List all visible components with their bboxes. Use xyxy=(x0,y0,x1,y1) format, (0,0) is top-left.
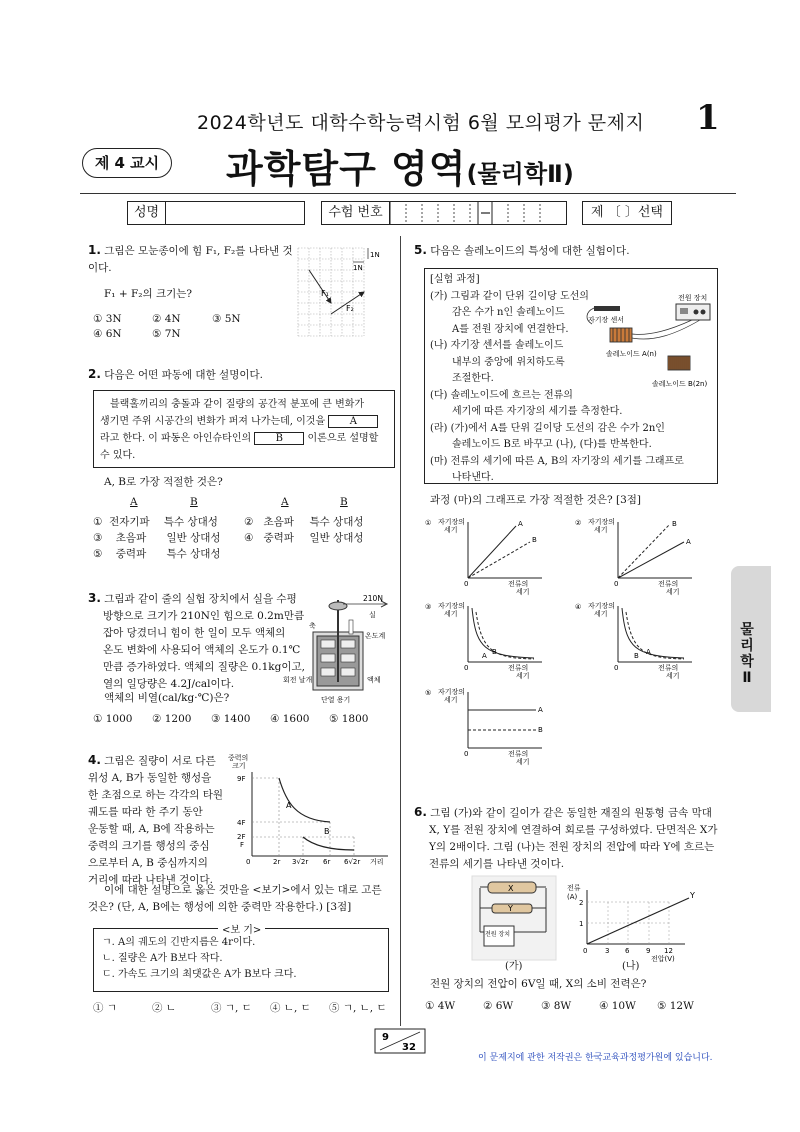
q5-line-a xyxy=(468,526,516,578)
q1-choice-1[interactable]: ① 3N xyxy=(93,313,122,325)
q4-line-5: 운동할 때, A, B에 작용하는 xyxy=(88,823,215,835)
q5-label-a: A xyxy=(538,706,543,714)
q5-axis-y-1: 자기장의 xyxy=(438,688,466,696)
q6-number: 6. xyxy=(414,805,427,819)
q4-curve-a: A xyxy=(286,801,292,810)
q5-axis-origin: 0 xyxy=(464,580,469,588)
period-label: 제 4 교시 xyxy=(94,154,160,172)
q5-option-mark: ① xyxy=(425,519,432,527)
q6-x-6: 6 xyxy=(625,947,630,955)
q3-choice-5[interactable]: ⑤ 1800 xyxy=(329,713,369,725)
q5-axis-x-1: 전류의 xyxy=(508,580,529,588)
q5-axis-x-1: 전류의 xyxy=(658,580,679,588)
q5-step-na-3: 조절한다. xyxy=(452,373,494,384)
q5-step-ma-1: (마) 전류의 세기에 따른 A, B의 자기장의 세기를 그래프로 xyxy=(430,455,684,467)
q3-fig-axis: 축 xyxy=(309,622,316,630)
q5-axis-x-1: 전류의 xyxy=(508,750,529,758)
q6-y-1: 1 xyxy=(579,920,584,928)
q4-para-2: 것은? (단, A, B에는 행성에 의한 중력만 작용한다.) [3점] xyxy=(88,901,352,913)
q1-number: 1. xyxy=(88,243,101,257)
q6-figure-ga xyxy=(470,874,560,970)
q5-axis-y-1: 자기장의 xyxy=(438,602,466,610)
q2-blank-a: A xyxy=(328,415,378,428)
elective-box[interactable] xyxy=(582,201,672,225)
q1-choice-5[interactable]: ⑤ 7N xyxy=(152,328,181,340)
q3-fig-container: 단열 용기 xyxy=(321,696,351,704)
q6-label-y: Y xyxy=(508,904,513,913)
q6-line-2: X, Y를 전원 장치에 연결하여 회로를 구성하였다. 단면적은 X가 xyxy=(429,824,718,836)
q5-step-ma-2: 나타낸다. xyxy=(452,472,494,483)
q6-y-unit: (A) xyxy=(567,893,578,901)
q5-step-ra-2: 솔레노이드 B로 바꾸고 (나), (다)를 반복한다. xyxy=(452,439,652,450)
q1-grid-label-vertical: 1N xyxy=(370,251,380,259)
q5-step-ga-2: 감은 수가 n인 솔레노이드 xyxy=(452,307,565,318)
q6-x-3: 3 xyxy=(605,947,610,955)
q3-line-6: 열의 일당량은 4.2J/cal이다. xyxy=(103,678,235,690)
q2-line-4: 수 있다. xyxy=(100,450,136,461)
q4-x-6r2: 6√2r xyxy=(344,858,361,866)
q3-number: 3. xyxy=(88,591,101,605)
q6-y-2: 2 xyxy=(579,899,584,907)
q3-fig-thermometer: 온도계 xyxy=(365,632,386,640)
q2-blank-b: B xyxy=(254,432,304,445)
q5-step-ga-1: (가) 그림과 같이 단위 길이당 도선의 xyxy=(430,290,589,302)
q5-line-b xyxy=(468,542,530,578)
q5-number: 5. xyxy=(414,243,427,257)
q6-line-3: Y의 2배이다. 그림 (나)는 전원 장치의 전압에 따라 Y에 흐르는 xyxy=(429,841,715,853)
q5-axis-origin: 0 xyxy=(464,664,469,672)
question-5 xyxy=(414,242,630,260)
q5-axis-y-1: 자기장의 xyxy=(438,518,466,526)
q6-curve-y: Y xyxy=(690,891,695,900)
q5-label-b: B xyxy=(538,726,543,734)
q5-axis-x-2: 세기 xyxy=(516,672,530,680)
q6-x-12: 12 xyxy=(664,947,673,955)
q5-option-1[interactable] xyxy=(424,516,564,599)
page-total: 32 xyxy=(402,1042,416,1053)
q4-x-0: 0 xyxy=(246,858,251,866)
q1-choice-4[interactable]: ④ 6N xyxy=(93,328,122,340)
name-box xyxy=(127,201,305,225)
q5-line-a xyxy=(618,542,684,578)
q3-fig-force: 210N xyxy=(363,594,383,603)
q3-line-1: 그림과 같이 줄의 실험 장치에서 실을 수평 xyxy=(104,593,297,605)
q6-y-label: 전류 xyxy=(567,884,581,892)
q6-caption-na: (나) xyxy=(622,961,640,972)
q4-choice-5[interactable]: ⑤ ㄱ, ㄴ, ㄷ xyxy=(329,1002,387,1014)
q6-choice-2[interactable]: ② 6W xyxy=(483,1000,514,1012)
q4-line-3: 한 초점으로 하는 각각의 타원 xyxy=(88,789,224,801)
q5-label-b: B xyxy=(634,652,639,660)
q5-label-a: A xyxy=(686,538,691,546)
q6-line-1: 그림 (가)와 같이 길이가 같은 동일한 재질의 원통형 금속 막대 xyxy=(430,807,712,819)
q4-gravity-graph xyxy=(228,752,400,870)
q4-bogi-3: ㄷ. 가속도 크기의 최댓값은 A가 B보다 크다. xyxy=(102,969,297,980)
question-3 xyxy=(88,590,313,693)
exam-title: 2024학년도 대학수학능력시험 6월 모의평가 문제지 xyxy=(197,112,645,134)
page-number-box xyxy=(374,1028,426,1054)
q3-fig-string: 실 xyxy=(369,611,376,619)
q4-y-9f: 9F xyxy=(237,775,246,783)
q1-grid-label-horizontal: 1N xyxy=(353,264,363,272)
q5-apparatus xyxy=(580,290,716,394)
q4-y-f: F xyxy=(240,841,245,849)
q2-col-a-right: A xyxy=(281,496,289,508)
q5-axis-x-2: 세기 xyxy=(516,588,530,596)
q6-x-9: 9 xyxy=(646,947,651,955)
q3-choice-1[interactable]: ① 1000 xyxy=(93,713,133,725)
copyright-notice: 이 문제지에 관한 저작권은 한국교육과정평가원에 있습니다. xyxy=(478,1053,713,1063)
q5-label-b: B xyxy=(532,536,537,544)
q3-prompt: 액체의 비열(cal/kg·℃)은? xyxy=(104,692,230,704)
q3-joule-apparatus xyxy=(283,590,399,710)
exam-number-label: 수험 번호 xyxy=(322,202,390,224)
q2-line-3: 라고 한다. 이 파동은 아인슈타인의 xyxy=(100,433,252,444)
q5-fig-sensor: 자기장 센서 xyxy=(588,316,625,324)
q4-bogi-2: ㄴ. 질량은 A가 B보다 작다. xyxy=(102,953,223,964)
name-field[interactable] xyxy=(166,202,304,224)
q5-axis-y-2: 세기 xyxy=(594,526,608,534)
question-6 xyxy=(414,804,730,873)
q6-line-4: 전류의 세기를 나타낸 것이다. xyxy=(429,858,565,870)
q5-axis-y-1: 자기장의 xyxy=(588,602,616,610)
q5-step-da-1: (다) 솔레노이드에 흐르는 전류의 xyxy=(430,389,573,401)
q2-line-1: 블랙홀끼리의 충돌과 같이 질량의 공간적 분포에 큰 변화가 xyxy=(110,399,365,410)
q2-choice-4[interactable]: ④ 중력파 일반 상대성 xyxy=(244,532,364,544)
exam-number-field[interactable] xyxy=(390,202,566,224)
q4-x-2r: 2r xyxy=(273,858,281,866)
q4-choice-2[interactable]: ② ㄴ xyxy=(152,1002,176,1014)
q4-y-4f: 4F xyxy=(237,819,246,827)
q2-choice-1[interactable]: ① 전자기파 특수 상대성 xyxy=(93,516,218,528)
q4-bogi-title: <보 기> xyxy=(218,921,265,936)
q5-label-a: A xyxy=(646,648,651,656)
q1-prompt: F₁ + F₂의 크기는? xyxy=(104,288,193,300)
page-number: 9 xyxy=(382,1032,389,1043)
q4-bogi-box xyxy=(93,928,389,992)
q6-caption-ga: (가) xyxy=(505,961,523,972)
q6-choice-5[interactable]: ⑤ 12W xyxy=(657,1000,694,1012)
q5-axis-origin: 0 xyxy=(614,664,619,672)
elective-label: 제 〔 〕선택 xyxy=(591,205,663,220)
q5-option-5[interactable] xyxy=(424,686,564,769)
q5-text: 다음은 솔레노이드의 특성에 대한 실험이다. xyxy=(430,245,630,257)
q1-choice-3[interactable]: ③ 5N xyxy=(212,313,241,325)
q4-bogi-1: ㄱ. A의 궤도의 긴반지름은 4r이다. xyxy=(102,937,256,948)
q6-choice-1[interactable]: ① 4W xyxy=(425,1000,456,1012)
q5-axis-x-1: 전류의 xyxy=(508,664,529,672)
q5-axis-origin: 0 xyxy=(614,580,619,588)
q5-option-3[interactable] xyxy=(424,600,564,683)
q5-step-na-1: (나) 자기장 센서를 솔레노이드 xyxy=(430,340,564,351)
q5-option-2[interactable] xyxy=(574,516,714,599)
q5-axis-y-2: 세기 xyxy=(444,526,458,534)
q2-col-b-left: B xyxy=(190,496,198,508)
q5-line-b xyxy=(618,524,670,578)
q2-col-b-right: B xyxy=(340,496,348,508)
question-2 xyxy=(88,366,263,384)
q3-line-2: 방향으로 크기가 210N인 힘으로 0.2m만큼 xyxy=(103,610,305,622)
q4-choice-3[interactable]: ③ ㄱ, ㄷ xyxy=(211,1002,252,1014)
q4-xlabel: 거리 xyxy=(370,858,384,866)
q5-axis-y-2: 세기 xyxy=(444,696,458,704)
q6-graph-na xyxy=(565,884,705,964)
q4-choice-1[interactable]: ① ㄱ xyxy=(93,1002,117,1014)
q4-line-4: 궤도를 따라 한 주기 동안 xyxy=(88,806,203,818)
q5-prompt: 과정 (마)의 그래프로 가장 적절한 것은? [3점] xyxy=(430,494,642,506)
q5-option-4[interactable] xyxy=(574,600,714,683)
q6-x-label: 전압(V) xyxy=(651,955,675,963)
side-tab-label: 물리학Ⅱ xyxy=(740,622,754,686)
q3-line-4: 온도 변화에 사용되어 액체의 온도가 0.1℃ xyxy=(103,644,301,656)
q5-step-ra-1: (라) (가)에서 A를 단위 길이당 도선의 감은 수가 2n인 xyxy=(430,422,665,434)
subject-sub: (물리학Ⅱ) xyxy=(466,160,574,188)
q5-axis-y-2: 세기 xyxy=(594,610,608,618)
q2-choice-5[interactable]: ⑤ 중력파 특수 상대성 xyxy=(93,548,221,560)
q5-step-na-2: 내부의 중앙에 위치하도록 xyxy=(452,356,565,368)
name-label: 성명 xyxy=(128,202,166,224)
q5-label-a: A xyxy=(482,652,487,660)
q4-curve-b: B xyxy=(324,827,330,836)
q6-choice-4[interactable]: ④ 10W xyxy=(599,1000,636,1012)
q5-option-mark: ④ xyxy=(575,603,582,611)
q1-f2-label: F₂ xyxy=(346,304,354,313)
q1-f1-label: F₁ xyxy=(321,289,329,298)
q1-force-grid xyxy=(296,246,398,338)
q2-choice-2[interactable]: ② 초음파 특수 상대성 xyxy=(244,516,364,528)
q4-line-8: 거리에 따라 나타낸 것이다. xyxy=(88,874,213,886)
header-rule xyxy=(80,193,736,194)
q2-text: 다음은 어떤 파동에 대한 설명이다. xyxy=(104,369,263,381)
q4-para-1: 이에 대한 설명으로 옳은 것만을 <보기>에서 있는 대로 고른 xyxy=(104,884,382,896)
column-divider xyxy=(400,236,401,1026)
exam-number-box xyxy=(321,201,567,225)
q4-x-3r2: 3√2r xyxy=(292,858,309,866)
q4-line-7: 으로부터 A, B 중심까지의 xyxy=(88,857,208,869)
q4-ylabel-2: 크기 xyxy=(232,762,246,770)
q5-axis-x-2: 세기 xyxy=(666,672,680,680)
q4-ylabel-1: 중력의 xyxy=(228,754,249,762)
q5-axis-x-2: 세기 xyxy=(666,588,680,596)
q5-axis-y-2: 세기 xyxy=(444,610,458,618)
q6-label-x: X xyxy=(508,884,514,893)
q2-passage-box xyxy=(93,390,395,468)
q2-prompt: A, B로 가장 적절한 것은? xyxy=(104,476,223,488)
q3-line-3: 잡아 당겼더니 힘이 한 일이 모두 액체의 xyxy=(103,627,286,639)
q5-option-mark: ② xyxy=(575,519,582,527)
q5-step-da-2: 세기에 따른 자기장의 세기를 측정한다. xyxy=(452,406,623,417)
q3-choice-4[interactable]: ④ 1600 xyxy=(270,713,310,725)
q5-option-mark: ③ xyxy=(425,603,432,611)
q5-option-mark: ⑤ xyxy=(425,689,432,697)
q3-fig-liquid: 액체 xyxy=(367,676,381,684)
q6-label-power: 전원 장치 xyxy=(485,931,511,938)
page-mark: 1 xyxy=(696,98,720,138)
q1-choice-2[interactable]: ② 4N xyxy=(152,313,181,325)
q4-choice-4[interactable]: ④ ㄴ, ㄷ xyxy=(270,1002,311,1014)
q5-label-b: B xyxy=(672,520,677,528)
q4-line-6: 중력의 크기를 행성의 중심 xyxy=(88,840,210,852)
q5-label-a: A xyxy=(518,520,523,528)
q5-label-b: B xyxy=(492,648,497,656)
q3-fig-blade: 회전 날개 xyxy=(283,676,313,684)
question-4 xyxy=(88,752,238,889)
q3-line-5: 만큼 증가하였다. 액체의 질량은 0.1kg이고, xyxy=(103,661,305,673)
q2-number: 2. xyxy=(88,367,101,381)
question-1 xyxy=(88,242,298,277)
q5-step-ga-3: A를 전원 장치에 연결한다. xyxy=(452,323,569,335)
q5-axis-origin: 0 xyxy=(464,750,469,758)
q2-choice-3[interactable]: ③ 초음파 일반 상대성 xyxy=(93,532,221,544)
q6-x-0: 0 xyxy=(583,947,588,955)
q2-col-a-left: A xyxy=(130,496,138,508)
q3-choice-3[interactable]: ③ 1400 xyxy=(211,713,251,725)
q3-choice-2[interactable]: ② 1200 xyxy=(152,713,192,725)
q4-line-2: 위성 A, B가 동일한 행성을 xyxy=(88,772,212,784)
subject-title xyxy=(226,138,574,193)
q4-x-6r: 6r xyxy=(323,858,331,866)
q5-axis-x-2: 세기 xyxy=(516,758,530,766)
q5-fig-power: 전원 장치 xyxy=(678,294,708,302)
q1-text: 그림은 모눈종이에 힘 F₁, F₂를 나타낸 것이다. xyxy=(88,245,293,274)
subject-main: 과학탐구 영역 xyxy=(226,147,467,191)
q4-number: 4. xyxy=(88,753,101,767)
q6-choice-3[interactable]: ③ 8W xyxy=(541,1000,572,1012)
q6-prompt: 전원 장치의 전압이 6V일 때, X의 소비 전력은? xyxy=(430,978,647,990)
q5-fig-sol-a: 솔레노이드 A(n) xyxy=(606,350,657,358)
period-badge xyxy=(82,148,172,178)
q5-fig-sol-b: 솔레노이드 B(2n) xyxy=(652,380,708,388)
q5-axis-y-1: 자기장의 xyxy=(588,518,616,526)
q5-axis-x-1: 전류의 xyxy=(658,664,679,672)
q4-y-2f: 2F xyxy=(237,833,246,841)
q2-line-3b: 이론으로 설명할 xyxy=(307,433,379,444)
q2-line-2: 생기면 주위 시공간의 변화가 퍼져 나가는데, 이것을 xyxy=(100,416,326,427)
q4-line-1: 그림은 질량이 서로 다른 xyxy=(104,755,216,767)
q5-proc-title: [실험 과정] xyxy=(430,274,480,285)
